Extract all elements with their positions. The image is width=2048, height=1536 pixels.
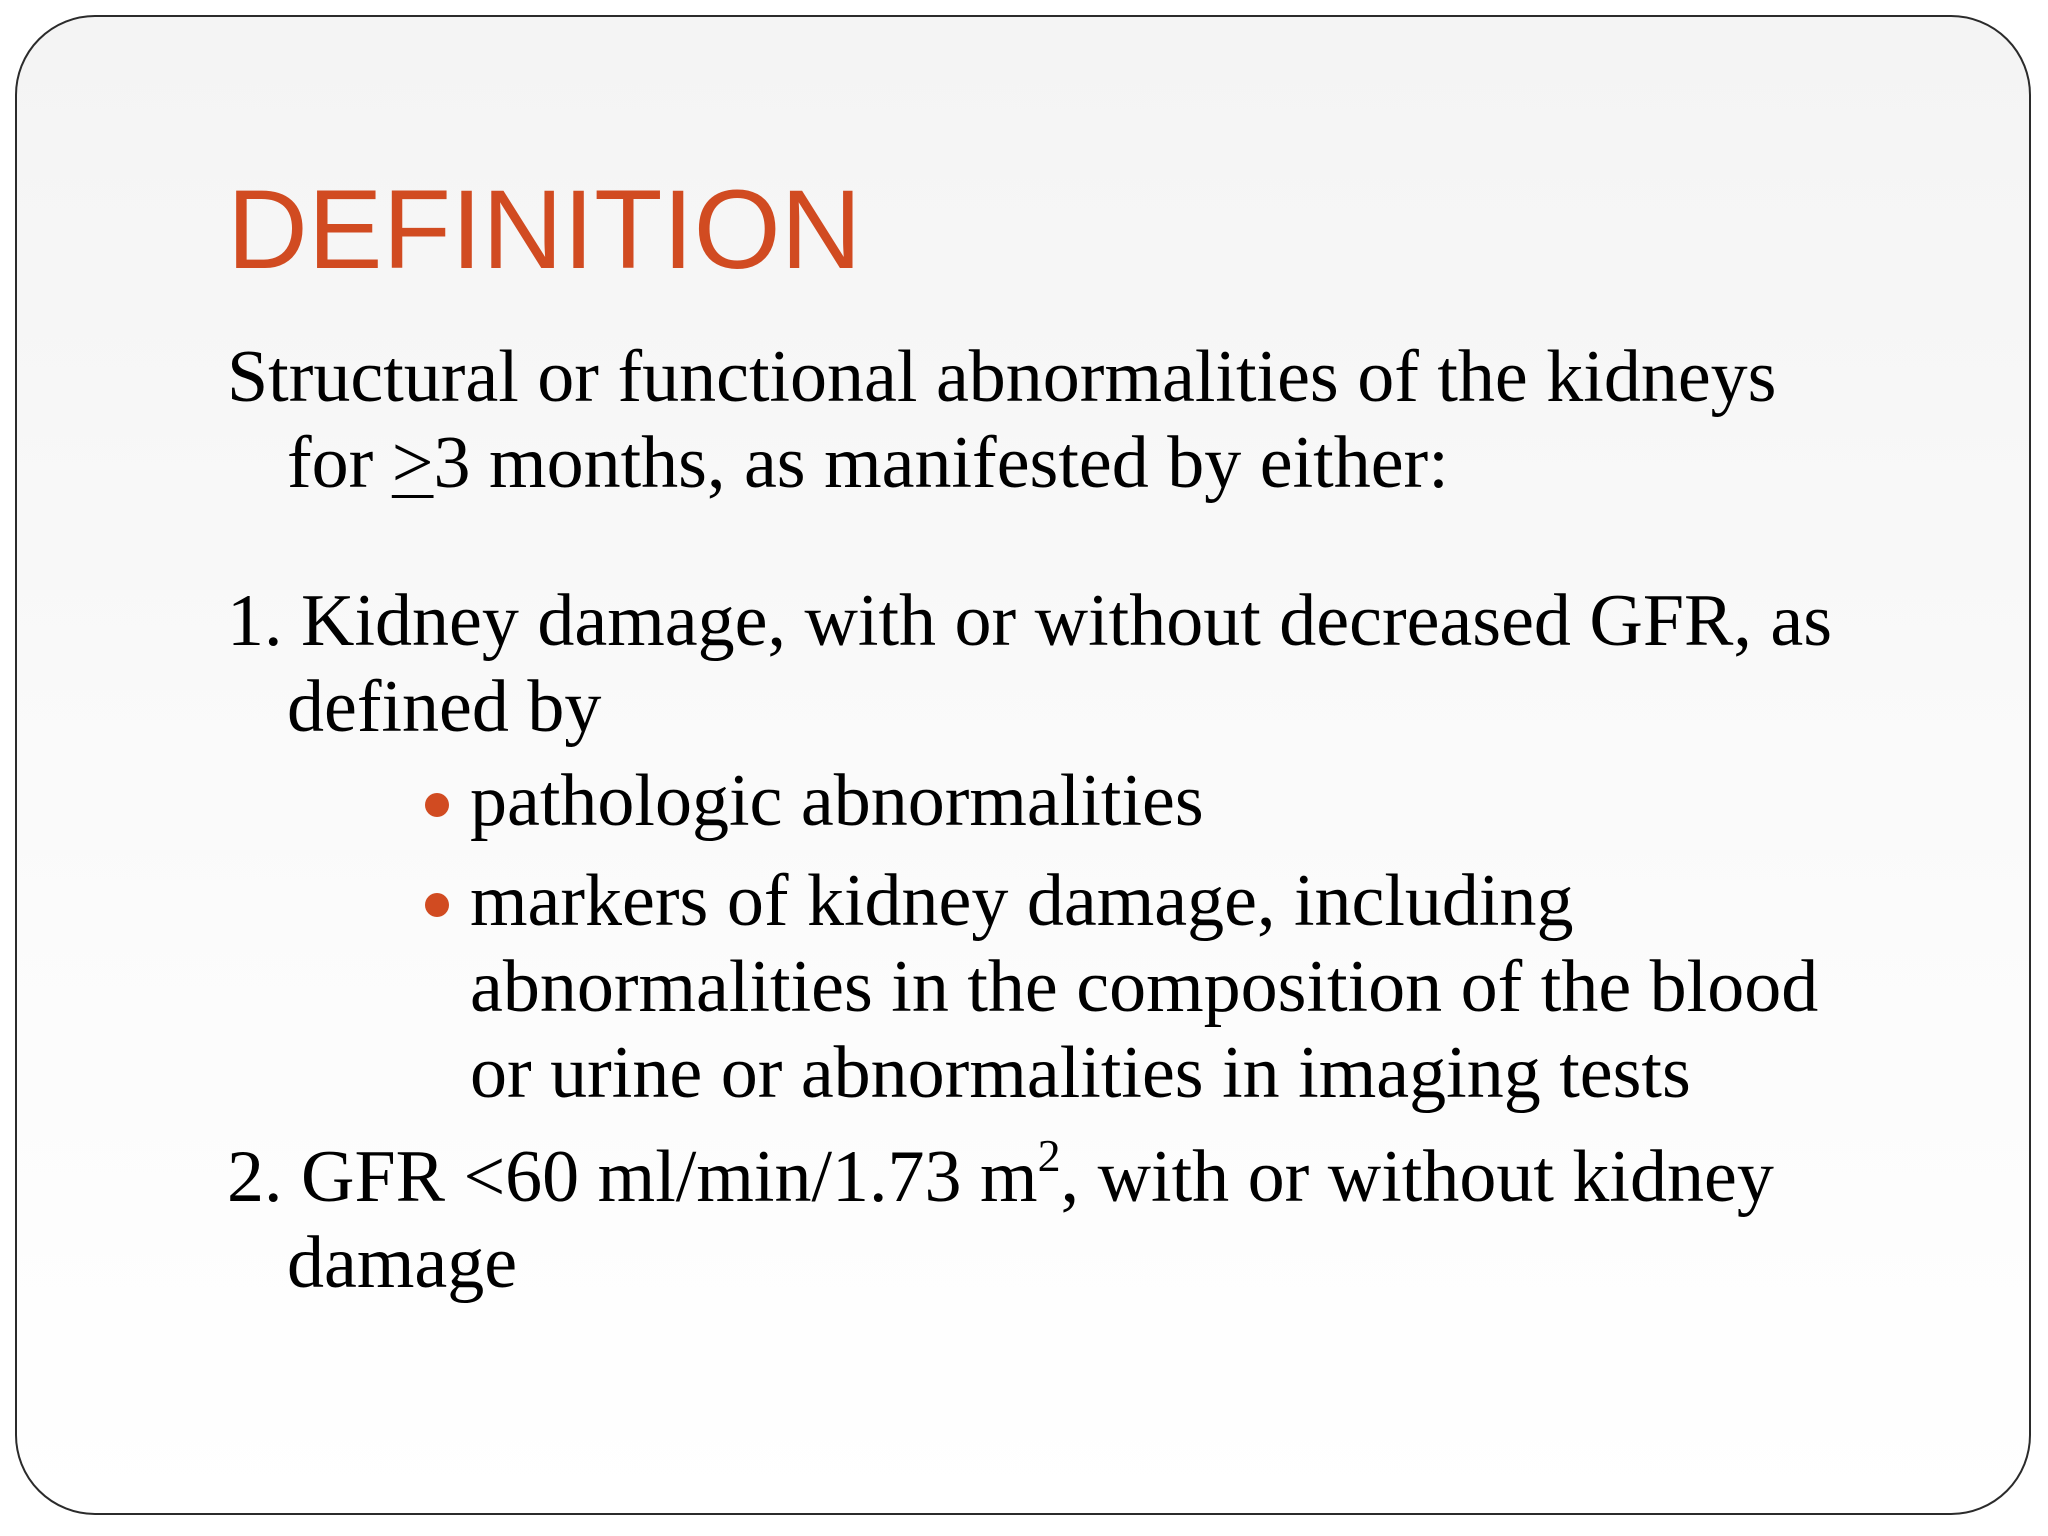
intro-line-2-suffix: 3 months, as manifested by either:	[433, 422, 1449, 504]
slide-title: DEFINITION	[227, 167, 862, 292]
bullet-2-line-1: markers of kidney damage, including	[470, 860, 1574, 942]
item2-line-1-prefix: 2. GFR <60 ml/min/1.73 m	[227, 1136, 1038, 1218]
item2-line-1	[227, 1130, 1774, 1220]
intro-line-2	[287, 420, 1449, 506]
superscript-two: 2	[1037, 1130, 1061, 1181]
bullet-2-line-3: or urine or abnormalities in imaging tests	[470, 1032, 1691, 1114]
bullet-2-line-2: abnormalities in the composition of the blood	[470, 946, 1819, 1028]
item2-line-1-suffix: , with or without kidney	[1060, 1136, 1774, 1218]
bullet-dot-icon	[425, 793, 449, 817]
intro-line-1: Structural or functional abnormalities of the kidneys	[227, 336, 1777, 418]
item1-line-2: defined by	[287, 666, 602, 748]
intro-line-2-prefix: for	[287, 422, 392, 504]
item1-line-1: 1. Kidney damage, with or without decreased GFR, as	[227, 580, 1833, 662]
bullet-dot-icon	[425, 893, 449, 917]
bullet-1-line-1: pathologic abnormalities	[470, 760, 1204, 842]
item2-line-2: damage	[287, 1222, 518, 1304]
greater-equal-symbol: >	[391, 422, 434, 504]
